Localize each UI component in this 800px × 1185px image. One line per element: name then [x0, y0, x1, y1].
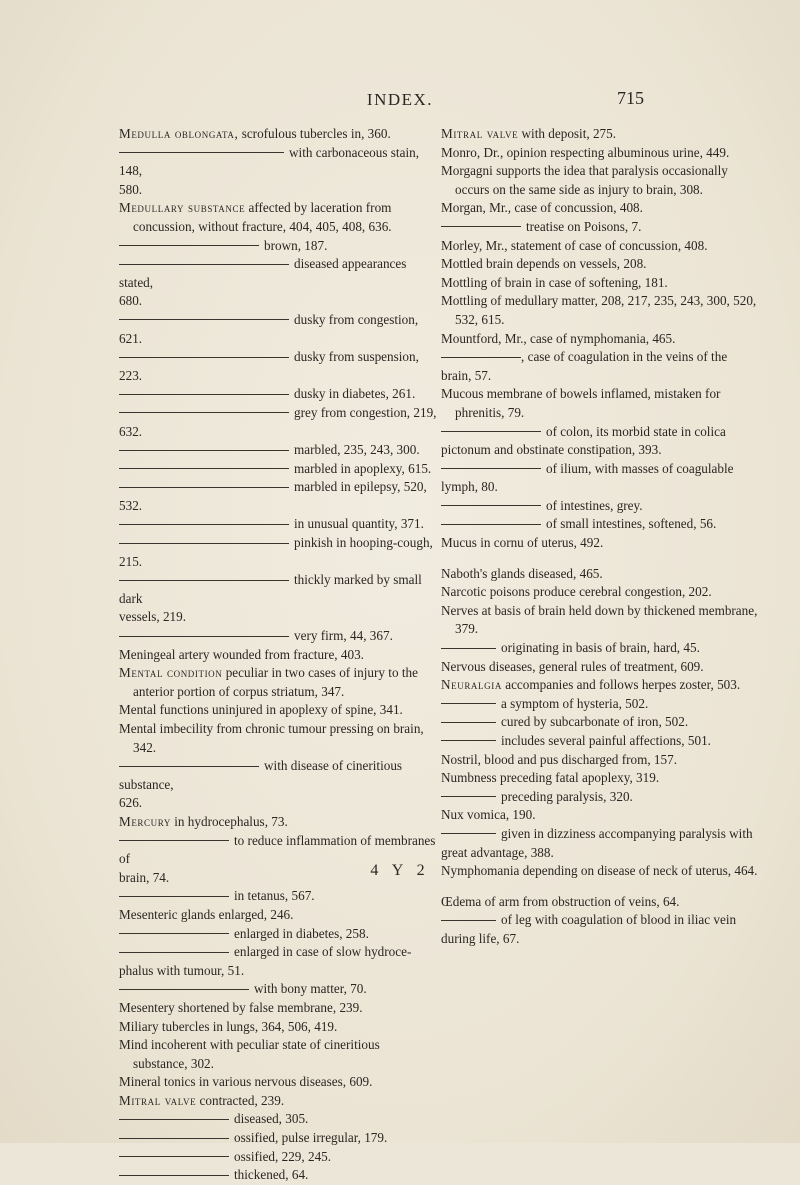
ditto-rule: [119, 245, 259, 246]
index-entry: [441, 825, 759, 862]
entry-text: Mucous membrane of bowels inflamed, mistaken for phrenitis, 79.: [441, 386, 721, 420]
index-entry: [441, 144, 759, 163]
entry-continuation: 580.: [119, 181, 143, 197]
entry-text: Numbness preceding fatal apoplexy, 319.: [441, 770, 660, 786]
entry-text: Mesenteric glands enlarged, 246.: [119, 906, 294, 922]
index-entry: [441, 534, 759, 553]
entry-text: Morgagni supports the idea that paralysis occasionally occurs on the same side as injury to brain, 308.: [441, 163, 728, 197]
index-entry: [119, 720, 437, 757]
entry-text: pinkish in hooping-cough, 215.: [119, 535, 433, 569]
entry-text: marbled, 235, 243, 300.: [294, 442, 420, 458]
index-column-left: [119, 125, 437, 1185]
index-entry: [441, 806, 759, 825]
index-entry: [441, 255, 759, 274]
index-entry: [119, 125, 437, 144]
entry-text: Nerves at basis of brain held down by thickened membrane, 379.: [441, 602, 758, 637]
ditto-rule: [441, 431, 541, 432]
entry-text: preceding paralysis, 320.: [501, 788, 633, 804]
index-entry: [441, 423, 759, 460]
entry-text: very firm, 44, 367.: [294, 628, 393, 644]
ditto-rule: [119, 1138, 229, 1139]
entry-text: includes several painful affections, 501.: [501, 733, 711, 748]
ditto-rule: [119, 319, 289, 320]
entry-text: marbled in epilepsy, 520, 532.: [119, 479, 427, 513]
entry-text: Miliary tubercles in lungs, 364, 506, 419.: [119, 1018, 338, 1034]
ditto-rule: [441, 722, 496, 723]
ditto-rule: [119, 989, 249, 990]
entry-text: affected by laceration from concussion, without fracture, 404, 405, 408, 636.: [133, 200, 392, 234]
index-entry: [441, 769, 759, 788]
entry-text: Mucus in cornu of uterus, 492.: [441, 535, 604, 551]
ditto-rule: [119, 394, 289, 395]
index-entry: [119, 813, 437, 832]
index-entry: [441, 274, 759, 293]
index-entry: [119, 887, 437, 906]
entry-text: Nervous diseases, general rules of treatment, 609.: [441, 658, 704, 674]
ditto-rule: [441, 920, 496, 921]
entry-text: a symptom of hysteria, 502.: [501, 695, 649, 711]
index-entry: [119, 1092, 437, 1111]
index-entry: [119, 664, 437, 701]
entry-text: brown, 187.: [264, 237, 328, 253]
entry-text: cured by subcarbonate of iron, 502.: [501, 714, 689, 730]
index-entry: [441, 162, 759, 199]
ditto-rule: [119, 580, 289, 581]
entry-text: Œdema of arm from obstruction of veins, 64.: [441, 893, 680, 909]
index-entry: [119, 757, 437, 813]
section-gap: [441, 553, 759, 565]
entry-text: with disease of cineritious substance,: [119, 758, 403, 792]
entry-text: ossified, pulse irregular, 179.: [234, 1130, 388, 1146]
entry-text: Narcotic poisons produce cerebral congestion, 202.: [441, 584, 712, 600]
index-entry: [119, 906, 437, 925]
index-entry: [119, 1129, 437, 1148]
entry-text: Mottling of medullary matter, 208, 217, 235, 243, 300, 520, 532, 615.: [441, 293, 757, 327]
entry-continuation: phalus with tumour, 51.: [119, 962, 245, 978]
index-entry: [441, 292, 759, 329]
entry-continuation: vessels, 219.: [119, 609, 187, 625]
entry-text: scrofulous tubercles in, 360.: [238, 126, 391, 141]
index-entry: [119, 144, 437, 200]
entry-text: Mottled brain depends on vessels, 208.: [441, 256, 647, 272]
entry-text: with carbonaceous stain, 148,: [119, 144, 420, 179]
ditto-rule: [119, 933, 229, 934]
entry-heading: Mental condition: [119, 665, 223, 681]
entry-text: peculiar in two cases of injury to the anterior portion of corpus striatum, 347.: [133, 665, 418, 699]
index-entry: [119, 255, 437, 311]
index-entry: [441, 695, 759, 714]
entry-text: Mental imbecility from chronic tumour pressing on brain, 342.: [119, 721, 424, 755]
index-entry: [119, 943, 437, 980]
index-entry: [119, 1166, 437, 1185]
page-number: 715: [617, 88, 644, 108]
index-entry: [441, 639, 759, 658]
ditto-rule: [441, 226, 521, 227]
index-entry: [441, 460, 759, 497]
ditto-rule: [441, 468, 541, 469]
entry-heading: Mitral valve: [119, 1092, 197, 1108]
entry-text: in tetanus, 567.: [234, 888, 315, 904]
entry-text: Meningeal artery wounded from fracture, 403.: [119, 646, 364, 662]
index-entry: [441, 788, 759, 807]
ditto-rule: [441, 796, 496, 797]
index-entry: [441, 658, 759, 677]
entry-heading: Mitral valve: [441, 126, 519, 141]
ditto-rule: [119, 896, 229, 897]
index-entry: [441, 583, 759, 602]
index-entry: [119, 1148, 437, 1167]
entry-text: enlarged in case of slow hydroce-: [234, 944, 412, 960]
section-gap: [441, 881, 759, 893]
ditto-rule: [119, 468, 289, 469]
entry-text: grey from congestion, 219,: [294, 404, 437, 420]
index-entry: [441, 497, 759, 516]
entry-text: Mind incoherent with peculiar state of cineritious substance, 302.: [119, 1037, 380, 1071]
index-entry: [119, 925, 437, 944]
index-entry: [119, 478, 437, 515]
entry-text: dusky from suspension, 223.: [119, 349, 419, 383]
ditto-rule: [119, 152, 284, 153]
entry-text: dusky in diabetes, 261.: [294, 386, 416, 402]
ditto-rule: [119, 487, 289, 488]
entry-text: Nux vomica, 190.: [441, 807, 536, 823]
entry-text: , case of coagulation in the veins of the brain, 57.: [441, 349, 728, 383]
entry-text: diseased, 305.: [234, 1111, 309, 1127]
index-entry: [119, 237, 437, 256]
entry-text: Morley, Mr., statement of case of concussion, 408.: [441, 237, 708, 253]
entry-text: Morgan, Mr., case of concussion, 408.: [441, 200, 643, 216]
entry-continuation: brain, 74.: [119, 869, 170, 885]
ditto-rule: [119, 357, 289, 358]
entry-text: Naboth's glands diseased, 465.: [441, 565, 603, 581]
entry-text: accompanies and follows herpes zoster, 503.: [501, 677, 741, 693]
entry-continuation: 680.: [119, 293, 143, 309]
index-entry: [441, 515, 759, 534]
ditto-rule: [119, 1156, 229, 1157]
index-entry: [441, 713, 759, 732]
entry-continuation: lymph, 80.: [441, 479, 498, 495]
entry-text: dusky from congestion, 621.: [119, 311, 419, 346]
ditto-rule: [441, 740, 496, 741]
index-entry: [441, 565, 759, 584]
entry-text: Mental functions uninjured in apoplexy of spine, 341.: [119, 702, 403, 718]
index-entry: [441, 893, 759, 912]
ditto-rule: [119, 840, 229, 841]
entry-text: Nostril, blood and pus discharged from, 157.: [441, 751, 678, 767]
index-entry: [119, 701, 437, 720]
index-entry: [441, 330, 759, 349]
entry-text: of leg with coagulation of blood in iliac vein during life, 67.: [441, 912, 737, 946]
entry-text: of ilium, with masses of coagulable: [546, 460, 734, 476]
index-entry: [119, 385, 437, 404]
entry-text: Nymphomania depending on disease of neck of uterus, 464.: [441, 863, 758, 879]
ditto-rule: [441, 833, 496, 834]
entry-heading: Medullary substance: [119, 200, 246, 216]
entry-text: with deposit, 275.: [518, 126, 617, 141]
index-entry: [441, 602, 759, 639]
index-entry: [119, 627, 437, 646]
index-entry: [119, 404, 437, 441]
index-entry: [119, 1073, 437, 1092]
entry-text: ossified, 229, 245.: [234, 1148, 332, 1164]
ditto-rule: [119, 412, 289, 413]
index-column-right: [441, 125, 759, 949]
entry-text: of intestines, grey.: [546, 497, 643, 513]
entry-text: in unusual quantity, 371.: [294, 516, 424, 532]
entry-continuation: 626.: [119, 795, 143, 811]
entry-text: with bony matter, 70.: [254, 981, 367, 997]
ditto-rule: [441, 648, 496, 649]
ditto-rule: [119, 543, 289, 544]
entry-text: marbled in apoplexy, 615.: [294, 460, 432, 476]
entry-text: originating in basis of brain, hard, 45.: [501, 640, 700, 656]
index-entry: [441, 218, 759, 237]
ditto-rule: [119, 450, 289, 451]
entry-text: Mesentery shortened by false membrane, 239.: [119, 999, 363, 1015]
entry-text: Mineral tonics in various nervous diseases, 609.: [119, 1074, 373, 1090]
index-entry: [441, 385, 759, 422]
index-entry: [119, 646, 437, 665]
entry-text: to reduce inflammation of membranes of: [119, 832, 436, 867]
index-entry: [441, 732, 759, 751]
index-entry: [441, 199, 759, 218]
ditto-rule: [441, 524, 541, 525]
entry-text: given in dizziness accompanying paralysis with great advantage, 388.: [441, 825, 753, 860]
index-entry: [119, 199, 437, 236]
entry-text: of small intestines, softened, 56.: [546, 516, 717, 532]
entry-text: contracted, 239.: [196, 1092, 285, 1108]
ditto-rule: [441, 505, 541, 506]
index-entry: [119, 1110, 437, 1129]
index-entry: [119, 571, 437, 627]
entry-text: treatise on Poisons, 7.: [526, 218, 642, 234]
ditto-rule: [119, 766, 259, 767]
index-entry: [119, 460, 437, 479]
entry-text: thickened, 64.: [234, 1167, 309, 1183]
index-entry: [119, 980, 437, 999]
index-entry: [119, 534, 437, 571]
page-title: INDEX.: [366, 90, 434, 109]
entry-text: in hydrocephalus, 73.: [170, 813, 288, 829]
ditto-rule: [119, 1119, 229, 1120]
index-entry: [119, 999, 437, 1018]
index-entry: [441, 751, 759, 770]
ditto-rule: [119, 636, 289, 637]
entry-text: Mottling of brain in case of softening, 181.: [441, 274, 668, 290]
index-entry: [119, 348, 437, 385]
ditto-rule: [119, 952, 229, 953]
index-entry: [119, 1018, 437, 1037]
printer-signature: 4 Y 2: [370, 862, 430, 879]
ditto-rule: [119, 524, 289, 525]
ditto-rule: [119, 264, 289, 265]
entry-text: of colon, its morbid state in colica pictonum and obstinate constipation, 393.: [441, 423, 726, 458]
ditto-rule: [441, 703, 496, 704]
index-entry: [119, 515, 437, 534]
index-entry: [441, 348, 759, 385]
entry-heading: Mercury: [119, 813, 171, 829]
index-entry: [441, 911, 759, 948]
ditto-rule: [441, 357, 521, 358]
entry-heading: Medulla oblongata,: [119, 126, 239, 141]
index-entry: [441, 676, 759, 695]
ditto-rule: [119, 1175, 229, 1176]
index-entry: [119, 311, 437, 348]
index-entry: [119, 441, 437, 460]
index-entry: [441, 125, 759, 144]
index-entry: [441, 237, 759, 256]
entry-text: diseased appearances stated,: [119, 256, 407, 290]
entry-text: Monro, Dr., opinion respecting albuminous urine, 449.: [441, 144, 730, 160]
entry-continuation: 632.: [119, 423, 143, 439]
entry-text: thickly marked by small dark: [119, 572, 422, 606]
entry-text: enlarged in diabetes, 258.: [234, 925, 369, 941]
entry-heading: Neuralgia: [441, 677, 502, 693]
entry-text: Mountford, Mr., case of nymphomania, 465.: [441, 330, 676, 346]
index-entry: [119, 1036, 437, 1073]
